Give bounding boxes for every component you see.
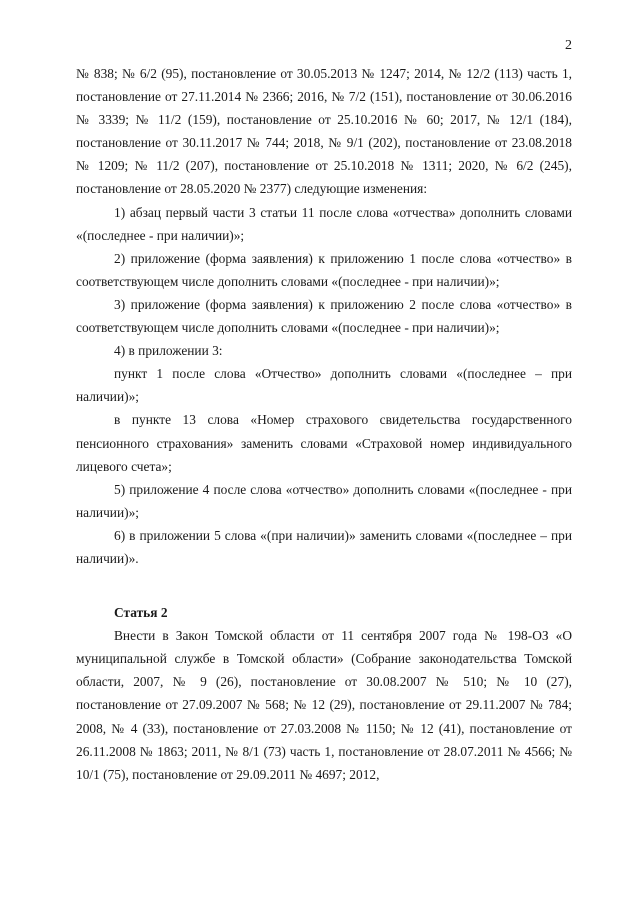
document-body: [76, 62, 572, 786]
article-2-heading: Статья 2: [114, 605, 168, 621]
article-2-paragraph: Внести в Закон Томской области от 11 сентября 2007 года № 198-ОЗ «О муниципальной службе в Томской области» (Собрание законодательства Томской области, 2007, № 9 (26), постановление от 30.08.2007 № 510; № 10 (27), постановление от 27.09.2007 № 568; № 12 (29), постановление от 29.11.2007 № 784; 2008, № 4 (33), постановление от 27.03.2008 № 1150; № 12 (41), постановление от 26.11.2008 № 1863; 2011, № 8/1 (73) часть 1, постановление от 28.07.2011 № 4566; № 10/1 (75), постановление от 29.09.2011 № 4697; 2012,: [76, 628, 572, 782]
page-number: 2: [565, 38, 572, 53]
amendment-item-5: 5) приложение 4 после слова «отчество» дополнить словами «(последнее - при наличии)»;: [76, 481, 572, 520]
amendment-subitem-13: в пункте 13 слова «Номер страхового свидетельства государственного пенсионного страхования» заменить словами «Страховой номер индивидуального лицевого счета»;: [76, 412, 572, 474]
amendment-item-2: 2) приложение (форма заявления) к приложению 1 после слова «отчество» в соответствующем числе дополнить словами «(последнее - при наличии)»;: [76, 250, 572, 289]
amendment-item-1: 1) абзац первый части 3 статьи 11 после слова «отчества» дополнить словами «(последнее - при наличии)»;: [76, 204, 572, 243]
intro-paragraph: № 838; № 6/2 (95), постановление от 30.05.2013 № 1247; 2014, № 12/2 (113) часть 1, постановление от 27.11.2014 № 2366; 2016, № 7/2 (151), постановление от 30.06.2016 № 3339; № 11/2 (159), постановление от 25.10.2016 № 60; 2017, № 12/1 (184), постановление от 30.11.2017 № 744; 2018, № 9/1 (202), постановление от 23.08.2018 № 1209; № 11/2 (207), постановление от 25.10.2018 № 1311; 2020, № 6/2 (245), постановление от 28.05.2020 № 2377) следующие изменения:: [76, 66, 572, 197]
amendment-item-3: 3) приложение (форма заявления) к приложению 2 после слова «отчество» в соответствующем числе дополнить словами «(последнее - при наличии)»;: [76, 296, 572, 336]
amendment-subitem-1: пункт 1 после слова «Отчество» дополнить словами «(последнее – при наличии)»;: [76, 366, 572, 405]
amendment-item-6: 6) в приложении 5 слова «(при наличии)» заменить словами «(последнее – при наличии)».: [76, 527, 572, 566]
amendment-item-4: 4) в приложении 3:: [114, 343, 223, 359]
